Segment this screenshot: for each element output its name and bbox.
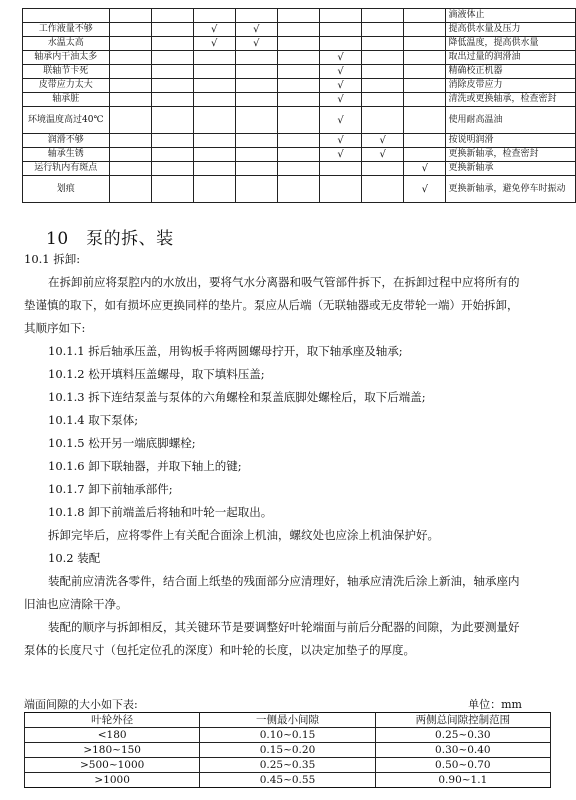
table-row xyxy=(25,728,551,743)
fault-cause-cell: 轴承脏 xyxy=(23,93,110,107)
table-cell: 0.25~0.35 xyxy=(200,758,375,773)
empty-cell xyxy=(109,65,151,79)
empty-cell xyxy=(109,79,151,93)
empty-cell xyxy=(235,93,277,107)
check-mark-cell: √ xyxy=(362,134,404,148)
check-mark-cell: √ xyxy=(193,37,235,51)
empty-cell xyxy=(362,65,404,79)
table-row xyxy=(23,176,576,203)
empty-cell xyxy=(235,107,277,134)
fault-cause-cell: 运行轨内有斑点 xyxy=(23,162,110,176)
empty-cell xyxy=(362,107,404,134)
empty-cell xyxy=(277,79,319,93)
table-row xyxy=(23,37,576,51)
empty-cell xyxy=(277,176,319,203)
step-10-1-2: 10.1.2 松开填料压盖螺母，取下填料压盖; xyxy=(48,367,265,381)
step-10-1-7: 10.1.7 卸下前轴承部件; xyxy=(48,482,173,496)
step-10-1-4: 10.1.4 取下泵体; xyxy=(48,413,139,427)
fault-remedy-cell: 使用耐高温油 xyxy=(446,107,576,134)
empty-cell xyxy=(109,107,151,134)
empty-cell xyxy=(193,65,235,79)
empty-cell xyxy=(151,148,193,162)
section-heading: 10 泵的拆、装 xyxy=(46,229,174,249)
empty-cell xyxy=(277,162,319,176)
check-mark-cell: √ xyxy=(362,148,404,162)
empty-cell xyxy=(277,37,319,51)
empty-cell xyxy=(277,51,319,65)
check-mark-cell: √ xyxy=(319,51,361,65)
check-mark-cell: √ xyxy=(319,79,361,93)
table-row xyxy=(23,23,576,37)
empty-cell xyxy=(319,162,361,176)
empty-cell xyxy=(109,51,151,65)
gap-header-total-range: 两侧总间隙控制范围 xyxy=(375,713,550,728)
fault-remedy-cell: 提高供水量及压力 xyxy=(446,23,576,37)
check-mark-cell: √ xyxy=(319,65,361,79)
empty-cell xyxy=(404,65,446,79)
empty-cell xyxy=(277,148,319,162)
empty-cell xyxy=(109,23,151,37)
empty-cell xyxy=(404,107,446,134)
empty-cell xyxy=(151,23,193,37)
empty-cell xyxy=(151,37,193,51)
table-cell: 0.90~1.1 xyxy=(375,773,550,788)
gap-table-unit: 单位：mm xyxy=(468,698,522,711)
table-row xyxy=(23,79,576,93)
empty-cell xyxy=(362,37,404,51)
empty-cell xyxy=(362,162,404,176)
table-row xyxy=(23,9,576,23)
disassembly-conclusion: 拆卸完毕后，应将零件上有关配合面涂上机油，螺纹处也应涂上机油保护好。 xyxy=(48,528,439,542)
fault-remedy-cell: 更换新轴承，检查密封 xyxy=(446,148,576,162)
empty-cell xyxy=(193,93,235,107)
fault-remedy-cell: 更换新轴承 xyxy=(446,162,576,176)
subsection-title-disassembly: 10.1 拆卸: xyxy=(24,252,81,266)
empty-cell xyxy=(193,79,235,93)
step-10-1-6: 10.1.6 卸下联轴器，并取下轴上的键; xyxy=(48,459,242,473)
empty-cell xyxy=(404,51,446,65)
check-mark-cell: √ xyxy=(404,176,446,203)
table-cell: 0.45~0.55 xyxy=(200,773,375,788)
empty-cell xyxy=(277,9,319,23)
fault-remedy-cell: 清洗或更换轴承，检查密封 xyxy=(446,93,576,107)
fault-table xyxy=(22,8,576,203)
table-row xyxy=(23,93,576,107)
empty-cell xyxy=(151,51,193,65)
empty-cell xyxy=(235,176,277,203)
table-cell: >180~150 xyxy=(25,743,200,758)
table-cell: 0.15~0.20 xyxy=(200,743,375,758)
assembly-para-2-line-2: 泵体的长度尺寸（包托定位孔的深度）和叶轮的长度，以决定加垫子的厚度。 xyxy=(24,643,415,657)
check-mark-cell: √ xyxy=(319,93,361,107)
empty-cell xyxy=(235,148,277,162)
table-row xyxy=(23,107,576,134)
check-mark-cell: √ xyxy=(404,162,446,176)
table-cell: 0.25~0.30 xyxy=(375,728,550,743)
empty-cell xyxy=(404,79,446,93)
fault-cause-cell: 水温太高 xyxy=(23,37,110,51)
empty-cell xyxy=(151,93,193,107)
empty-cell xyxy=(277,107,319,134)
empty-cell xyxy=(404,148,446,162)
table-cell: 0.10~0.15 xyxy=(200,728,375,743)
check-mark-cell: √ xyxy=(193,23,235,37)
empty-cell xyxy=(109,148,151,162)
fault-cause-cell: 联轴节卡死 xyxy=(23,65,110,79)
fault-remedy-cell: 取出过量的润滑油 xyxy=(446,51,576,65)
fault-cause-cell: 工作液量不够 xyxy=(23,23,110,37)
fault-cause-cell: 环境温度高过40℃ xyxy=(23,107,110,134)
empty-cell xyxy=(235,51,277,65)
table-row xyxy=(25,758,551,773)
fault-cause-cell: 润滑不够 xyxy=(23,134,110,148)
disassembly-intro-line-1: 在拆卸前应将泵腔内的水放出，要将气水分离器和吸气管部件拆下，在拆卸过程中应将所有的 xyxy=(48,275,520,289)
table-cell: <180 xyxy=(25,728,200,743)
table-row xyxy=(23,51,576,65)
empty-cell xyxy=(277,93,319,107)
gap-header-impeller-diameter: 叶轮外径 xyxy=(25,713,200,728)
disassembly-intro-line-2: 垫谨慎的取下，如有损坏应更换同样的垫片。泵应从后端（无联轴器或无皮带轮一端）开始拆卸， xyxy=(24,298,519,312)
empty-cell xyxy=(235,79,277,93)
check-mark-cell: √ xyxy=(319,148,361,162)
fault-cause-cell: 划痕 xyxy=(23,176,110,203)
fault-remedy-cell: 消除皮带应力 xyxy=(446,79,576,93)
fault-cause-cell: 轴承内干油太多 xyxy=(23,51,110,65)
check-mark-cell: √ xyxy=(319,107,361,134)
table-cell: 0.30~0.40 xyxy=(375,743,550,758)
empty-cell xyxy=(109,93,151,107)
empty-cell xyxy=(193,51,235,65)
fault-remedy-cell: 按说明润滑 xyxy=(446,134,576,148)
table-row xyxy=(25,773,551,788)
empty-cell xyxy=(319,23,361,37)
gap-table xyxy=(24,712,551,788)
empty-cell xyxy=(235,134,277,148)
empty-cell xyxy=(151,107,193,134)
table-row xyxy=(23,162,576,176)
empty-cell xyxy=(109,176,151,203)
empty-cell xyxy=(109,37,151,51)
empty-cell xyxy=(319,9,361,23)
table-cell: 0.50~0.70 xyxy=(375,758,550,773)
assembly-para-1-line-2: 旧油也应清除干净。 xyxy=(24,597,128,611)
fault-table-body xyxy=(23,9,576,203)
table-row xyxy=(23,134,576,148)
empty-cell xyxy=(151,79,193,93)
assembly-para-1-line-1: 装配前应清洗各零件，结合面上纸垫的残面部分应清理好，轴承应清洗后涂上新油，轴承座内 xyxy=(48,574,520,588)
empty-cell xyxy=(404,9,446,23)
empty-cell xyxy=(235,65,277,79)
fault-cause-cell xyxy=(23,9,110,23)
empty-cell xyxy=(109,134,151,148)
fault-remedy-cell: 精确校正机器 xyxy=(446,65,576,79)
empty-cell xyxy=(362,51,404,65)
fault-remedy-cell: 降低温度，提高供水量 xyxy=(446,37,576,51)
table-cell: >1000 xyxy=(25,773,200,788)
fault-remedy-cell: 更换新轴承，避免停车时振动 xyxy=(446,176,576,203)
assembly-para-2-line-1: 装配的顺序与拆卸相反，其关键环节是要调整好叶轮端面与前后分配器的间隙，为此要测量好 xyxy=(48,620,520,634)
step-10-1-1: 10.1.1 拆后轴承压盖，用钩板手将两圆螺母拧开，取下轴承座及轴承; xyxy=(48,344,403,358)
empty-cell xyxy=(151,65,193,79)
empty-cell xyxy=(193,107,235,134)
empty-cell xyxy=(151,134,193,148)
empty-cell xyxy=(277,23,319,37)
empty-cell xyxy=(404,93,446,107)
fault-cause-cell: 皮带应力太大 xyxy=(23,79,110,93)
gap-table-caption: 端面间隙的大小如下表: xyxy=(24,698,138,711)
check-mark-cell: √ xyxy=(319,134,361,148)
empty-cell xyxy=(277,134,319,148)
empty-cell xyxy=(404,134,446,148)
empty-cell xyxy=(404,37,446,51)
empty-cell xyxy=(362,93,404,107)
gap-header-min-single-side: 一侧最小间隙 xyxy=(200,713,375,728)
fault-cause-cell: 轴承生锈 xyxy=(23,148,110,162)
empty-cell xyxy=(109,9,151,23)
empty-cell xyxy=(235,162,277,176)
empty-cell xyxy=(319,37,361,51)
check-mark-cell: √ xyxy=(235,23,277,37)
empty-cell xyxy=(362,9,404,23)
empty-cell xyxy=(193,134,235,148)
empty-cell xyxy=(319,176,361,203)
table-row xyxy=(23,148,576,162)
empty-cell xyxy=(362,79,404,93)
table-row xyxy=(23,65,576,79)
empty-cell xyxy=(362,176,404,203)
empty-cell xyxy=(151,162,193,176)
empty-cell xyxy=(109,162,151,176)
empty-cell xyxy=(193,176,235,203)
check-mark-cell: √ xyxy=(235,37,277,51)
empty-cell xyxy=(151,9,193,23)
gap-table-header-row xyxy=(25,713,551,728)
fault-remedy-cell: 滴液体止 xyxy=(446,9,576,23)
empty-cell xyxy=(193,9,235,23)
empty-cell xyxy=(193,148,235,162)
empty-cell xyxy=(151,176,193,203)
empty-cell xyxy=(277,65,319,79)
empty-cell xyxy=(235,9,277,23)
empty-cell xyxy=(362,23,404,37)
table-row xyxy=(25,743,551,758)
table-cell: >500~1000 xyxy=(25,758,200,773)
step-10-1-8: 10.1.8 卸下前端盖后将轴和叶轮一起取出。 xyxy=(48,505,273,519)
step-10-1-3: 10.1.3 拆下连结泵盖与泵体的六角螺栓和泵盖底脚处螺栓后，取下后端盖; xyxy=(48,390,426,404)
empty-cell xyxy=(404,23,446,37)
disassembly-intro-line-3: 其顺序如下: xyxy=(24,321,86,335)
subsection-title-assembly: 10.2 装配 xyxy=(48,551,101,565)
empty-cell xyxy=(193,162,235,176)
step-10-1-5: 10.1.5 松开另一端底脚螺栓; xyxy=(48,436,196,450)
